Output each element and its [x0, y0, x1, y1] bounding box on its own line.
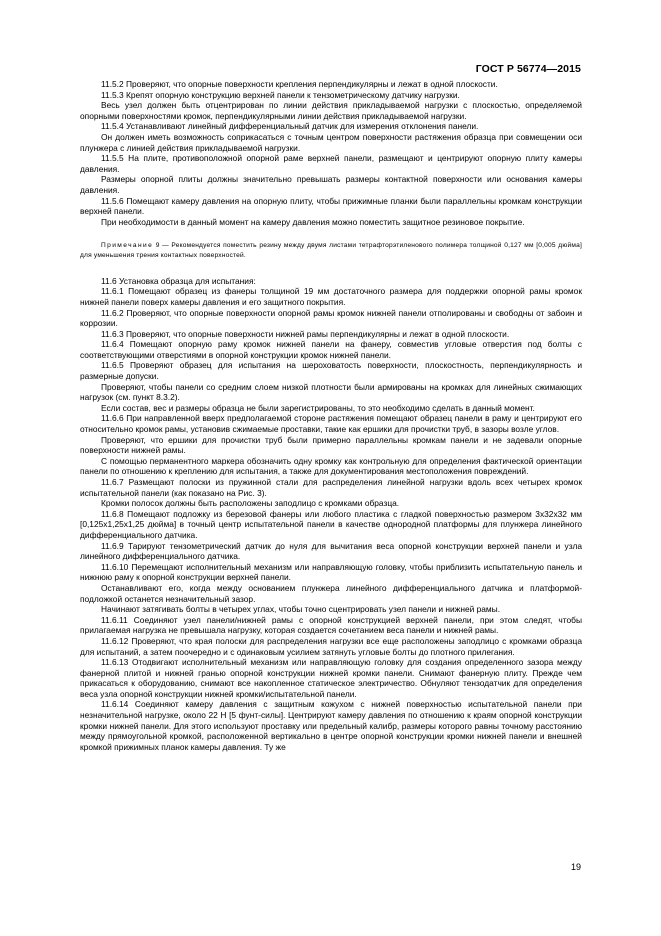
paragraph: Размеры опорной плиты должны значительно превышать размеры контактной поверхности или основания камеры давления. — [80, 174, 582, 195]
paragraph: Он должен иметь возможность соприкасаться с точным центром поверхности растяжения образца при совмещении оси плунжера с линией действия прикладываемой нагрузки. — [80, 131, 582, 153]
paragraph: 11.6.5 Проверяют образец для испытания на шероховатость поверхности, плоскостность, перпендикулярность и размерные допуски. — [80, 360, 582, 382]
paragraph: Если состав, вес и размеры образца не были зарегистрированы, то это необходимо сделать в данный момент. — [101, 402, 535, 413]
note-text: 9 — Рекомендуется поместить резину между двумя листами тетрафторэтиленового полимера толщиной 0,127 мм [0,005 дюйма] для уменьшения трения контактных поверхностей. — [80, 242, 582, 259]
paragraph: 11.5.2 Проверяют, что опорные поверхности крепления перпендикулярны и лежат в одной плоскости. — [101, 79, 498, 89]
paragraph: 11.6.9 Тарируют тензометрический датчик до нуля для вычитания веса опорной конструкции верхней панели и узла линейного дифференциального датчика. — [80, 540, 582, 562]
paragraph: 11.6.13 Отодвигают исполнительный механизм или направляющую головку для создания определенного зазора между фанерной плитой и нижней гранью опорной конструкции нижней кромки панели. Снимают фанерную плиту. Прежде чем прикасаться к оборудованию, снимают все накопленное статическое электричество. Обнуляют тензодатчик для определения веса узла опорной конструкции нижней кромки/испытательной панели. — [80, 657, 582, 699]
paragraph: 11.6.10 Перемещают исполнительный механизм или направляющую головку, чтобы приблизить испытательную панель и нижнюю раму к опорной конструкции верхней панели. — [80, 561, 582, 583]
paragraph: 11.6.12 Проверяют, что края полоски для распределения нагрузки все еще расположены заподлицо с кромками образца для испытаний, а затем поочередно и с одинаковым усилием затянуть угловые болты до плотного прилегания. — [80, 635, 582, 657]
paragraph: 11.6.2 Проверяют, что опорные поверхности опорной рамы кромок нижней панели отполированы и свободны от забоин и коррозии. — [80, 307, 582, 329]
paragraph: 11.5.3 Крепят опорную конструкцию верхней панели к тензометрическому датчику нагрузки. — [101, 89, 460, 100]
paragraph: 11.6.1 Помещают образец из фанеры толщиной 19 мм достаточного размера для поддержки опорной рамы кромок нижней панели поверх камеры давления и его защитного покрытия. — [80, 286, 582, 307]
standard-header: ГОСТ Р 56774—2015 — [475, 63, 581, 75]
paragraph: 11.6.7 Размещают полоски из пружинной стали для распределения линейной нагрузки вдоль всех четырех кромок испытательной панели (как показано на Рис. 3). — [80, 477, 582, 498]
paragraph: 11.5.4 Устанавливают линейный дифференциальный датчик для измерения отклонения панели. — [101, 121, 479, 132]
paragraph: 11.5.6 Помещают камеру давления на опорную плиту, чтобы прижимные планки были параллельны кромкам конструкции верхней панели. — [80, 195, 582, 217]
paragraph: 11.6.3 Проверяют, что опорные поверхности нижней рамы перпендикулярны и лежат в одной плоскости. — [101, 328, 510, 339]
paragraph: Проверяют, что ершики для прочистки труб были примерно параллельны кромкам панели и не задевали опорные поверхности нижней рамы. — [80, 434, 582, 456]
note-9 — [80, 241, 582, 259]
section-11-6 — [80, 276, 582, 753]
paragraph: 11.6.6 При направленной вверх предполагаемой стороне растяжения помещают образец панели в раму и центрируют его относительно кромок рамы, установив сжимаемые проставки, такие как ершики для прочистки труб, в зазоры возле углов. — [80, 413, 582, 435]
paragraph: 11.6.14 Соединяют камеру давления с защитным кожухом с нижней поверхностью испытательной панели при незначительной нагрузке, около 22 Н [5 фунт-силы]. Центрируют камеру давления по отношению к краям опорной конструкции кромки нижней панели. Для этого используют проставку или предельный калибр, размеры которого равны точному расстоянию между прямоугольной кромкой, расположенной вертикально в центре опорной конструкции кромки нижней панели и внешней кромкой прижимных планок камеры давления. Ту же — [80, 699, 582, 752]
paragraph: С помощью перманентного маркера обозначить одну кромку как контрольную для определения фактической ориентации панели по отношению к креплению для испытания, а также для документирования местоположения повреждений. — [80, 455, 582, 477]
paragraph: 11.6.8 Помещают подложку из березовой фанеры или любого пластика с гладкой поверхностью размером 3х32х32 мм [0,125х1,25х1,25 дюйма] в точный центр испытательной панели в качестве однородной платформы для плунжера линейного дифференциального датчика. — [80, 508, 582, 540]
paragraph: Проверяют, чтобы панели со средним слоем низкой плотности были армированы на кромках для линейных сжимающих нагрузок (см. пункт 8.3.2). — [80, 381, 582, 403]
document-body — [80, 79, 582, 752]
paragraph: При необходимости в данный момент на камеру давления можно поместить защитное резиновое покрытие. — [101, 216, 525, 227]
paragraph: 11.5.5 На плите, противоположной опорной раме верхней панели, размещают и центрируют опорную плиту камеры давления. — [80, 153, 582, 174]
section-11-5 — [80, 79, 582, 227]
paragraph: 11.6.4 Помещают опорную раму кромок нижней панели на фанеру, совместив угловые отверстия под болты с соответствующими отверстиями в опорной конструкции кромок нижней панели. — [80, 339, 582, 360]
paragraph: 11.6 Установка образца для испытания: — [101, 275, 256, 286]
paragraph: Кромки полосок должны быть расположены заподлицо с кромками образца. — [101, 498, 400, 509]
paragraph: Весь узел должен быть отцентрирован по линии действия прикладываемой нагрузки с плоскостью, определяемой опорными поверхностями кромок, перпендикулярными линии действия прикладываемой нагрузки. — [80, 100, 582, 121]
page-number: 19 — [570, 862, 581, 872]
paragraph: Останавливают его, когда между основанием плунжера линейного дифференциального датчика и платформой-подложкой останется незначительный зазор. — [80, 582, 582, 604]
paragraph: 11.6.11 Соединяют узел панели/нижней рамы с опорной конструкцией верхней панели, при этом следят, чтобы прилагаемая нагрузка не превышала нагрузку, которая создается сочетанием веса панели и нижней рамы. — [80, 614, 582, 636]
note-label: Примечание — [101, 242, 154, 250]
paragraph: Начинают затягивать болты в четырех углах, чтобы точно сцентрировать узел панели и нижней рамы. — [101, 604, 501, 615]
